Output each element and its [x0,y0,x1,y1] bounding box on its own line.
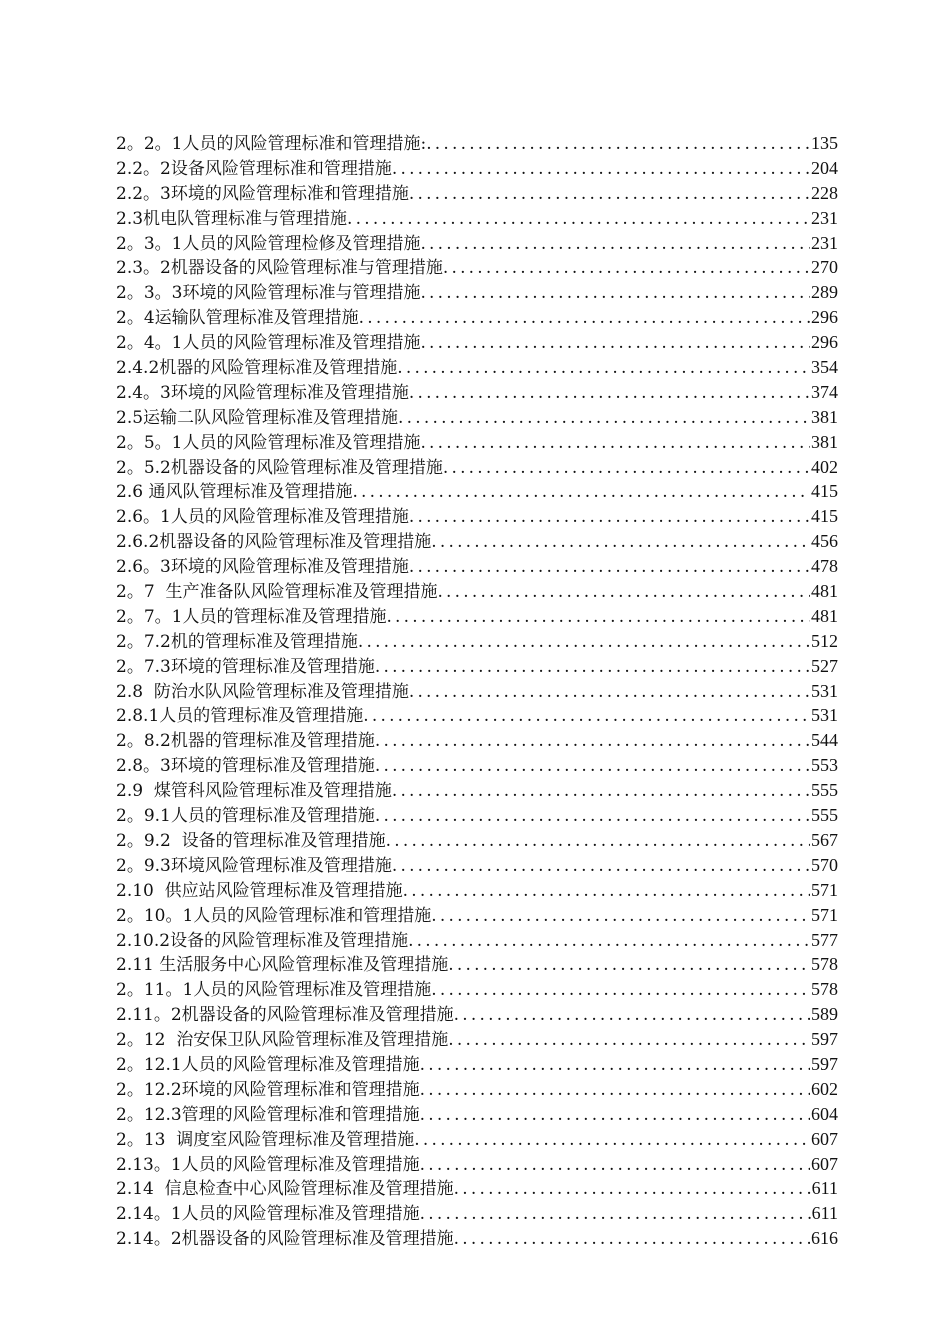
toc-entry-title: 2.13。1人员的风险管理标准及管理措施 [116,1154,420,1175]
toc-entry-title: 2.11 生活服务中心风险管理标准及管理措施 [116,955,449,976]
toc-dot-leader [420,1202,811,1226]
toc-entry-page-number: 611 [811,1178,838,1199]
toc-entry-page-number: 270 [811,257,838,278]
toc-dot-leader [375,655,810,679]
toc-entry[interactable] [116,778,838,803]
toc-entry-title: 2.14。2机器设备的风险管理标准及管理措施 [116,1229,454,1250]
toc-dot-leader [443,256,810,280]
toc-entry-page-number: 415 [811,481,838,502]
toc-dot-leader [443,456,810,480]
toc-dot-leader [420,232,810,256]
toc-entry-page-number: 544 [811,730,838,751]
toc-dot-leader [454,1003,810,1027]
toc-entry-page-number: 607 [811,1153,838,1174]
toc-entry[interactable] [116,1201,838,1226]
toc-entry[interactable] [116,1027,838,1052]
toc-dot-leader [409,555,810,579]
toc-entry-page-number: 527 [811,655,838,676]
toc-entry[interactable] [116,504,838,529]
toc-entry-title: 2.11。2机器设备的风险管理标准及管理措施 [116,1005,454,1026]
toc-entry-title: 2。4。1人员的风险管理标准及管理措施 [116,333,421,354]
toc-entry-page-number: 481 [811,605,838,626]
toc-entry-title: 2.3机电队管理标准与管理措施 [116,208,348,229]
toc-dot-leader [420,1153,810,1177]
toc-dot-leader [431,904,810,928]
toc-entry[interactable] [116,231,838,256]
toc-dot-leader [420,1078,810,1102]
toc-entry[interactable] [116,679,838,704]
toc-entry[interactable] [116,1052,838,1077]
toc-entry-title: 2。4运输队管理标准及管理措施 [116,308,359,329]
toc-entry-title: 2。7。1人员的管理标准及管理措施 [116,606,387,627]
toc-entry[interactable] [116,1127,838,1152]
toc-entry[interactable] [116,1002,838,1027]
toc-entry-title: 2.4.2机器的风险管理标准及管理措施 [116,358,398,379]
toc-entry[interactable] [116,1152,838,1177]
toc-entry-title: 2。5。1人员的风险管理标准及管理措施 [116,432,421,453]
toc-entry-page-number: 577 [811,929,838,950]
toc-entry[interactable] [116,629,838,654]
toc-entry[interactable] [116,255,838,280]
toc-entry-page-number: 456 [811,531,838,552]
toc-entry[interactable] [116,878,838,903]
toc-dot-leader [359,306,810,330]
toc-entry[interactable] [116,977,838,1002]
toc-entry-page-number: 354 [811,357,838,378]
toc-dot-leader [409,182,810,206]
toc-entry-page-number: 135 [811,133,838,153]
toc-dot-leader [408,929,810,953]
toc-entry-page-number: 571 [811,904,838,925]
toc-entry-page-number: 616 [811,1228,838,1249]
toc-dot-leader [437,580,810,604]
toc-entry-title: 2。12.1人员的风险管理标准及管理措施 [116,1054,420,1075]
toc-entry[interactable] [116,753,838,778]
toc-entry-page-number: 374 [811,381,838,402]
toc-dot-leader [454,1227,810,1251]
toc-entry-page-number: 555 [811,780,838,801]
toc-entry[interactable] [116,430,838,455]
toc-entry[interactable] [116,1176,838,1201]
toc-entry-page-number: 553 [811,755,838,776]
toc-entry-page-number: 531 [811,705,838,726]
toc-entry[interactable] [116,355,838,380]
toc-entry[interactable] [116,131,838,156]
toc-entry-title: 2。3。1人员的风险管理检修及管理措施 [116,233,421,254]
toc-entry-title: 2.14 信息检查中心风险管理标准及管理措施 [116,1179,454,1200]
toc-entry[interactable] [116,280,838,305]
toc-dot-leader [392,157,810,181]
toc-entry[interactable] [116,305,838,330]
toc-dot-leader [448,953,810,977]
toc-entry[interactable] [116,853,838,878]
toc-dot-leader [431,978,810,1002]
toc-entry-title: 2.5运输二队风险管理标准及管理措施 [116,407,399,428]
toc-dot-leader [375,754,810,778]
toc-entry-title: 2.6。3环境的风险管理标准及管理措施 [116,557,409,578]
toc-entry-page-number: 296 [811,307,838,328]
toc-entry-page-number: 555 [811,805,838,826]
toc-entry-title: 2。5.2机器设备的风险管理标准及管理措施 [116,457,443,478]
table-of-contents [116,131,838,1251]
toc-dot-leader [386,605,810,629]
toc-entry-page-number: 570 [811,854,838,875]
toc-entry-title: 2。13 调度室风险管理标准及管理措施 [116,1129,415,1150]
toc-entry-title: 2。9.1人员的管理标准及管理措施 [116,806,375,827]
toc-entry-page-number: 381 [811,431,838,452]
toc-dot-leader [352,480,810,504]
toc-dot-leader [448,1028,810,1052]
toc-entry-title: 2.6。1人员的风险管理标准及管理措施 [116,507,409,528]
toc-entry[interactable] [116,928,838,953]
toc-entry[interactable] [116,728,838,753]
toc-entry-page-number: 231 [811,207,838,228]
toc-entry-title: 2。12 治安保卫队风险管理标准及管理措施 [116,1030,449,1051]
toc-dot-leader [420,1103,810,1127]
toc-entry[interactable] [116,803,838,828]
toc-entry[interactable] [116,529,838,554]
toc-dot-leader [454,1177,811,1201]
toc-entry-title: 2.14。1人员的风险管理标准及管理措施 [116,1204,420,1225]
toc-entry[interactable] [116,703,838,728]
toc-dot-leader [426,132,810,156]
toc-entry-title: 2.10 供应站风险管理标准及管理措施 [116,880,403,901]
toc-entry[interactable] [116,952,838,977]
toc-entry-title: 2。3。3环境的风险管理标准与管理措施 [116,283,421,304]
toc-entry[interactable] [116,1226,838,1251]
toc-entry-page-number: 204 [811,157,838,178]
toc-entry[interactable] [116,380,838,405]
toc-dot-leader [375,729,810,753]
toc-entry-page-number: 478 [811,556,838,577]
toc-entry[interactable] [116,654,838,679]
toc-entry[interactable] [116,828,838,853]
toc-entry-title: 2.9 煤管科风险管理标准及管理措施 [116,781,392,802]
toc-entry[interactable] [116,479,838,504]
toc-entry[interactable] [116,330,838,355]
toc-dot-leader [420,1053,810,1077]
toc-dot-leader [414,1128,810,1152]
toc-entry-title: 2。7 生产准备队风险管理标准及管理措施 [116,582,438,603]
toc-entry-title: 2。7.3环境的管理标准及管理措施 [116,656,375,677]
toc-dot-leader [403,879,810,903]
toc-entry-page-number: 571 [811,879,838,900]
toc-dot-leader [392,779,810,803]
toc-dot-leader [392,854,810,878]
toc-entry-title: 2.3。2机器设备的风险管理标准与管理措施 [116,258,443,279]
toc-entry-title: 2.8。3环境的管理标准及管理措施 [116,756,375,777]
toc-dot-leader [363,704,810,728]
toc-entry[interactable] [116,903,838,928]
toc-dot-leader [420,331,810,355]
toc-entry-page-number: 567 [811,829,838,850]
toc-entry-title: 2.6.2机器设备的风险管理标准及管理措施 [116,532,432,553]
toc-entry[interactable] [116,604,838,629]
toc-entry-title: 2。9.3环境风险管理标准及管理措施 [116,855,392,876]
toc-entry-title: 2.4。3环境的风险管理标准及管理措施 [116,382,409,403]
toc-dot-leader [420,431,810,455]
toc-entry-title: 2。8.2机器的管理标准及管理措施 [116,731,375,752]
toc-entry-page-number: 402 [811,456,838,477]
toc-dot-leader [409,381,810,405]
toc-entry-title: 2.8.1人员的管理标准及管理措施 [116,706,364,727]
toc-entry-page-number: 604 [811,1103,838,1124]
toc-entry-title: 2.2。2设备风险管理标准和管理措施 [116,158,392,179]
toc-entry[interactable] [116,156,838,181]
toc-dot-leader [397,356,810,380]
toc-dot-leader [409,680,810,704]
toc-entry-title: 2。11。1人员的风险管理标准及管理措施 [116,980,432,1001]
toc-entry-page-number: 611 [811,1203,838,1224]
toc-entry[interactable] [116,554,838,579]
toc-dot-leader [375,804,810,828]
toc-dot-leader [409,505,810,529]
toc-entry-page-number: 231 [811,232,838,253]
toc-entry-title: 2。10。1人员的风险管理标准和管理措施 [116,905,432,926]
toc-entry-page-number: 381 [811,406,838,427]
toc-entry[interactable] [116,206,838,231]
toc-entry-title: 2。9.2 设备的管理标准及管理措施 [116,830,386,851]
toc-dot-leader [386,829,810,853]
toc-entry-page-number: 578 [811,979,838,1000]
toc-dot-leader [420,281,810,305]
toc-entry[interactable] [116,455,838,480]
toc-entry-page-number: 512 [811,630,838,651]
toc-entry-page-number: 578 [811,954,838,975]
toc-entry-page-number: 602 [811,1078,838,1099]
toc-dot-leader [398,406,810,430]
toc-entry-page-number: 296 [811,332,838,353]
toc-entry-title: 2.8 防治水队风险管理标准及管理措施 [116,681,409,702]
toc-entry[interactable] [116,1077,838,1102]
toc-entry-title: 2。12.3管理的风险管理标准和管理措施 [116,1104,420,1125]
toc-entry-title: 2.10.2设备的风险管理标准及管理措施 [116,930,409,951]
toc-entry[interactable] [116,181,838,206]
toc-dot-leader [431,530,810,554]
toc-entry-page-number: 597 [811,1029,838,1050]
toc-entry-page-number: 415 [811,506,838,527]
toc-entry-title: 2。7.2机的管理标准及管理措施 [116,631,358,652]
toc-entry-title: 2.6 通风队管理标准及管理措施 [116,482,353,503]
toc-entry[interactable] [116,579,838,604]
toc-entry-page-number: 289 [811,282,838,303]
toc-dot-leader [358,630,810,654]
toc-entry-page-number: 481 [811,581,838,602]
toc-entry-page-number: 589 [811,1004,838,1025]
toc-entry-title: 2.2。3环境的风险管理标准和管理措施 [116,183,409,204]
toc-dot-leader [347,207,810,231]
toc-entry-page-number: 228 [811,182,838,203]
toc-entry-page-number: 607 [811,1128,838,1149]
toc-entry-page-number: 531 [811,680,838,701]
toc-entry[interactable] [116,1102,838,1127]
toc-entry-title: 2。12.2环境的风险管理标准和管理措施 [116,1079,420,1100]
toc-entry-title: 2。2。1人员的风险管理标准和管理措施: [116,134,427,154]
toc-entry-page-number: 597 [811,1053,838,1074]
toc-entry[interactable] [116,405,838,430]
